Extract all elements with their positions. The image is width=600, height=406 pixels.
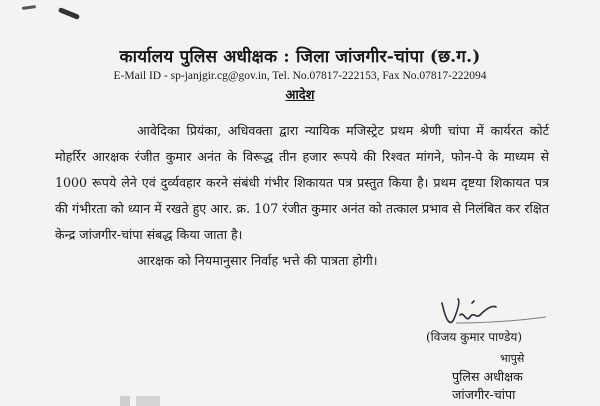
signatory-designation: पुलिस अधीक्षक — [452, 369, 523, 384]
office-title: कार्यालय पुलिस अधीक्षक : जिला जांजगीर-चांपा (छ.ग.) — [119, 47, 481, 67]
order-paragraph-2: आरक्षक को नियमानुसार निर्वाह भत्ते की पात्रता होगी। — [137, 253, 378, 268]
signatory-place: जांजगीर-चांपा — [452, 387, 516, 402]
order-paragraph-1: आवेदिका प्रियंका, अधिवक्ता द्वारा न्यायिक मजिस्ट्रेट प्रथम श्रेणी चांपा में कार्यरत कोर्ट मोहर्रिर आरक्षक रंजीत कुमार अनंत के विरूद्ध तीन हजार रूपये की रिश्वत मांगने, फोन-पे के माध्यम से 1000 रूपये लेने एवं दुर्व्यवहार करने संबंधी गंभीर शिकायत पत्र प्रस्तुत किया है। प्रथम दृष्टया शिकायत पत्र की गंभीरता को ध्यान में रखते हुए आर. क्र. 107 रंजीत कुमार अनंत को तत्काल प्रभाव से निलंबित कर रक्षित केन्द्र जांजगीर-चांपा संबद्ध किया जाता है। — [55, 123, 549, 242]
order-heading: आदेश — [285, 88, 315, 103]
ink-mark — [58, 7, 80, 20]
order-body — [55, 118, 549, 274]
ink-mark — [22, 5, 36, 10]
signatory-name: (विजय कुमार पाण्डेय) — [426, 330, 523, 344]
contact-line: E-Mail ID - sp-janjgir.cg@gov.in, Tel. No.07817-222153, Fax No.07817-222094 — [113, 70, 487, 82]
signatory-suffix: भापुसे — [500, 352, 525, 365]
cropped-text-fragment — [120, 396, 180, 406]
